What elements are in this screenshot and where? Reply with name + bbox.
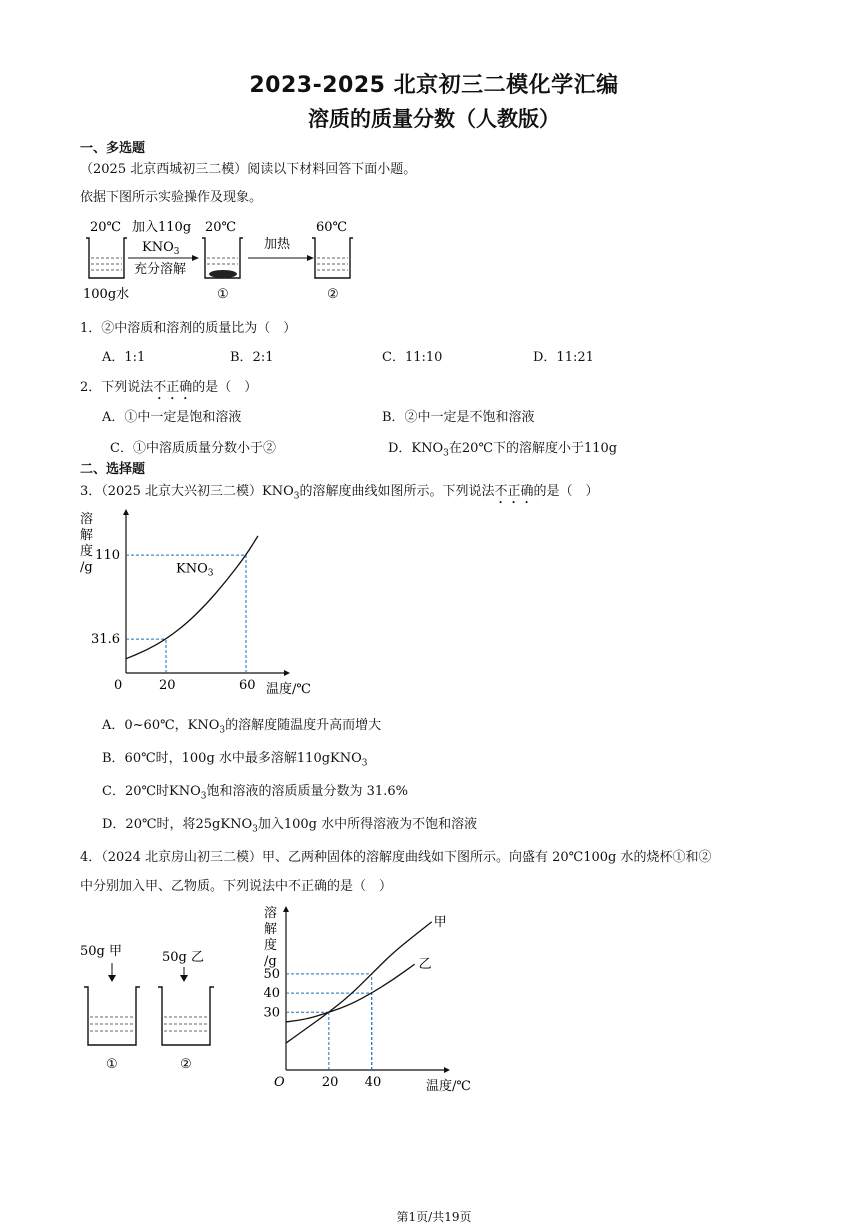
beaker-1 [202,220,243,302]
q4-beaker2-add-label: 50g 乙 [162,950,204,965]
chart1-y-axis-label: 度 [80,544,94,559]
q4-beaker-1 [80,944,140,1072]
chart1-y-tick-label: 31.6 [91,632,120,648]
arrow1-top-label: 加入110g [132,220,192,235]
chart2-x-tick-label: 20 [321,1075,339,1090]
chart2-y-axis-label: /g [264,954,277,969]
q2-option-a: A．①中一定是饱和溶液 [102,410,242,425]
chart1-y-tick-label: 110 [95,548,120,564]
section-heading-1: 一、多选题 [80,141,146,156]
beaker0-temp: 20℃ [90,220,122,235]
chart1-series-label: $KNO_3$ [176,561,214,579]
arrow1-bottom-label: 充分溶解 [134,262,187,277]
q1-option-d: D．11:21 [533,350,594,365]
chart2-y-axis-label: 解 [264,922,278,937]
chart1-y-axis-arrow [123,509,129,515]
section-heading-2: 二、选择题 [80,462,146,477]
doc-subtitle: 溶质的质量分数（人教版） [308,107,560,131]
chart2-series-label-jia: 甲 [433,914,447,930]
q4-beaker-2 [158,950,214,1072]
chart2-series-line-1 [286,964,415,1022]
chart1-origin-label: 0 [114,678,123,693]
chart2-series-line-0 [286,922,432,1043]
q1-option-a: A．1:1 [102,350,146,365]
chart2-y-tick-label: 30 [263,1005,280,1021]
kno3-solubility-chart [72,505,312,705]
chart2-x-tick-label: 40 [364,1075,382,1090]
q1-option-c: C．11:10 [382,350,443,365]
chart1-y-axis-label: 溶 [80,512,94,527]
q3-option-a: A．0~60℃，$KNO_3$的溶解度随温度升高而增大 [102,718,382,736]
arrow-2 [248,236,314,261]
beaker-0 [83,220,129,302]
chart1-x-axis-label: 温度/℃ [266,682,311,697]
q4-beaker1-label: ① [106,1057,118,1072]
chart2-y-axis-arrow [283,906,289,912]
beaker2-label: ② [327,287,339,302]
arrow2-label: 加热 [264,237,291,252]
chart1-series-line-0 [126,536,258,659]
beaker-2 [312,220,353,302]
q4-stem-line1: 4．（2024 北京房山初三二模）甲、乙两种固体的溶解度曲线如下图所示。向盛有 20℃100g 水的烧杯①和② [80,850,712,865]
page-footer: 第1页/共19页 [396,1210,472,1224]
q1-option-b: B．2:1 [230,350,274,365]
jia-yi-solubility-chart [256,895,471,1095]
q1-stem: 1．②中溶质和溶剂的质量比为（ ） [80,321,297,336]
q2-stem: 2．下列说法不正确的是（ ） [80,380,258,395]
chart1-x-tick-label: 20 [159,678,176,693]
chart1-x-tick-label: 60 [239,678,256,693]
q3-option-c: C．20℃时$KNO_3$饱和溶液的溶质质量分数为 31.6% [102,784,408,802]
q4-stem-line2: 中分别加入甲、乙物质。下列说法中不正确的是（ ） [80,879,393,894]
experiment-figure [78,216,368,306]
chart1-y-axis-label: 解 [80,528,94,543]
beaker0-label: 100g水 [83,287,130,302]
chart2-origin-label: O [274,1075,285,1090]
q4-beakers-figure [76,935,236,1080]
chart2-x-axis-arrow [444,1067,450,1073]
q3-stem: 3．（2025 北京大兴初三二模）$KNO_3$的溶解度曲线如图所示。下列说法不正确的是（ ） [80,484,599,502]
beaker1-temp: 20℃ [205,220,237,235]
chart2-y-axis-label: 溶 [264,906,278,921]
chart1-y-axis-label: /g [80,560,93,575]
doc-title: 2023-2025 北京初三二模化学汇编 [249,73,619,98]
chart2-y-tick-label: 50 [263,966,280,982]
q3-option-d: D．20℃时，将25gKNO$_3$加入100g 水中所得溶液为不饱和溶液 [102,817,478,835]
q-intro-text: 依据下图所示实验操作及现象。 [80,190,263,205]
q2-option-d: D．$KNO_3$在20℃下的溶解度小于110g [388,441,618,459]
beaker2-temp: 60℃ [316,220,348,235]
beaker1-label: ① [217,287,229,302]
chart1-x-axis-arrow [284,670,290,676]
q3-option-b: B．60℃时，100g 水中最多溶解110gKNO$_3$ [102,751,368,769]
q-intro-source: （2025 北京西城初三二模）阅读以下材料回答下面小题。 [80,162,417,177]
q4-beaker1-add-label: 50g 甲 [80,944,122,959]
q2-option-b: B．②中一定是不饱和溶液 [382,410,535,425]
q4-beaker2-label: ② [180,1057,192,1072]
chart2-series-label-yi: 乙 [418,957,432,973]
chart2-x-axis-label: 温度/℃ [426,1079,471,1094]
arrow1-chem-label: $KNO_3$ [142,240,180,257]
q2-option-c: C．①中溶质质量分数小于② [110,441,276,456]
arrow-1 [128,219,199,277]
chart2-y-axis-label: 度 [264,938,278,953]
chart2-y-tick-label: 40 [263,986,280,1002]
